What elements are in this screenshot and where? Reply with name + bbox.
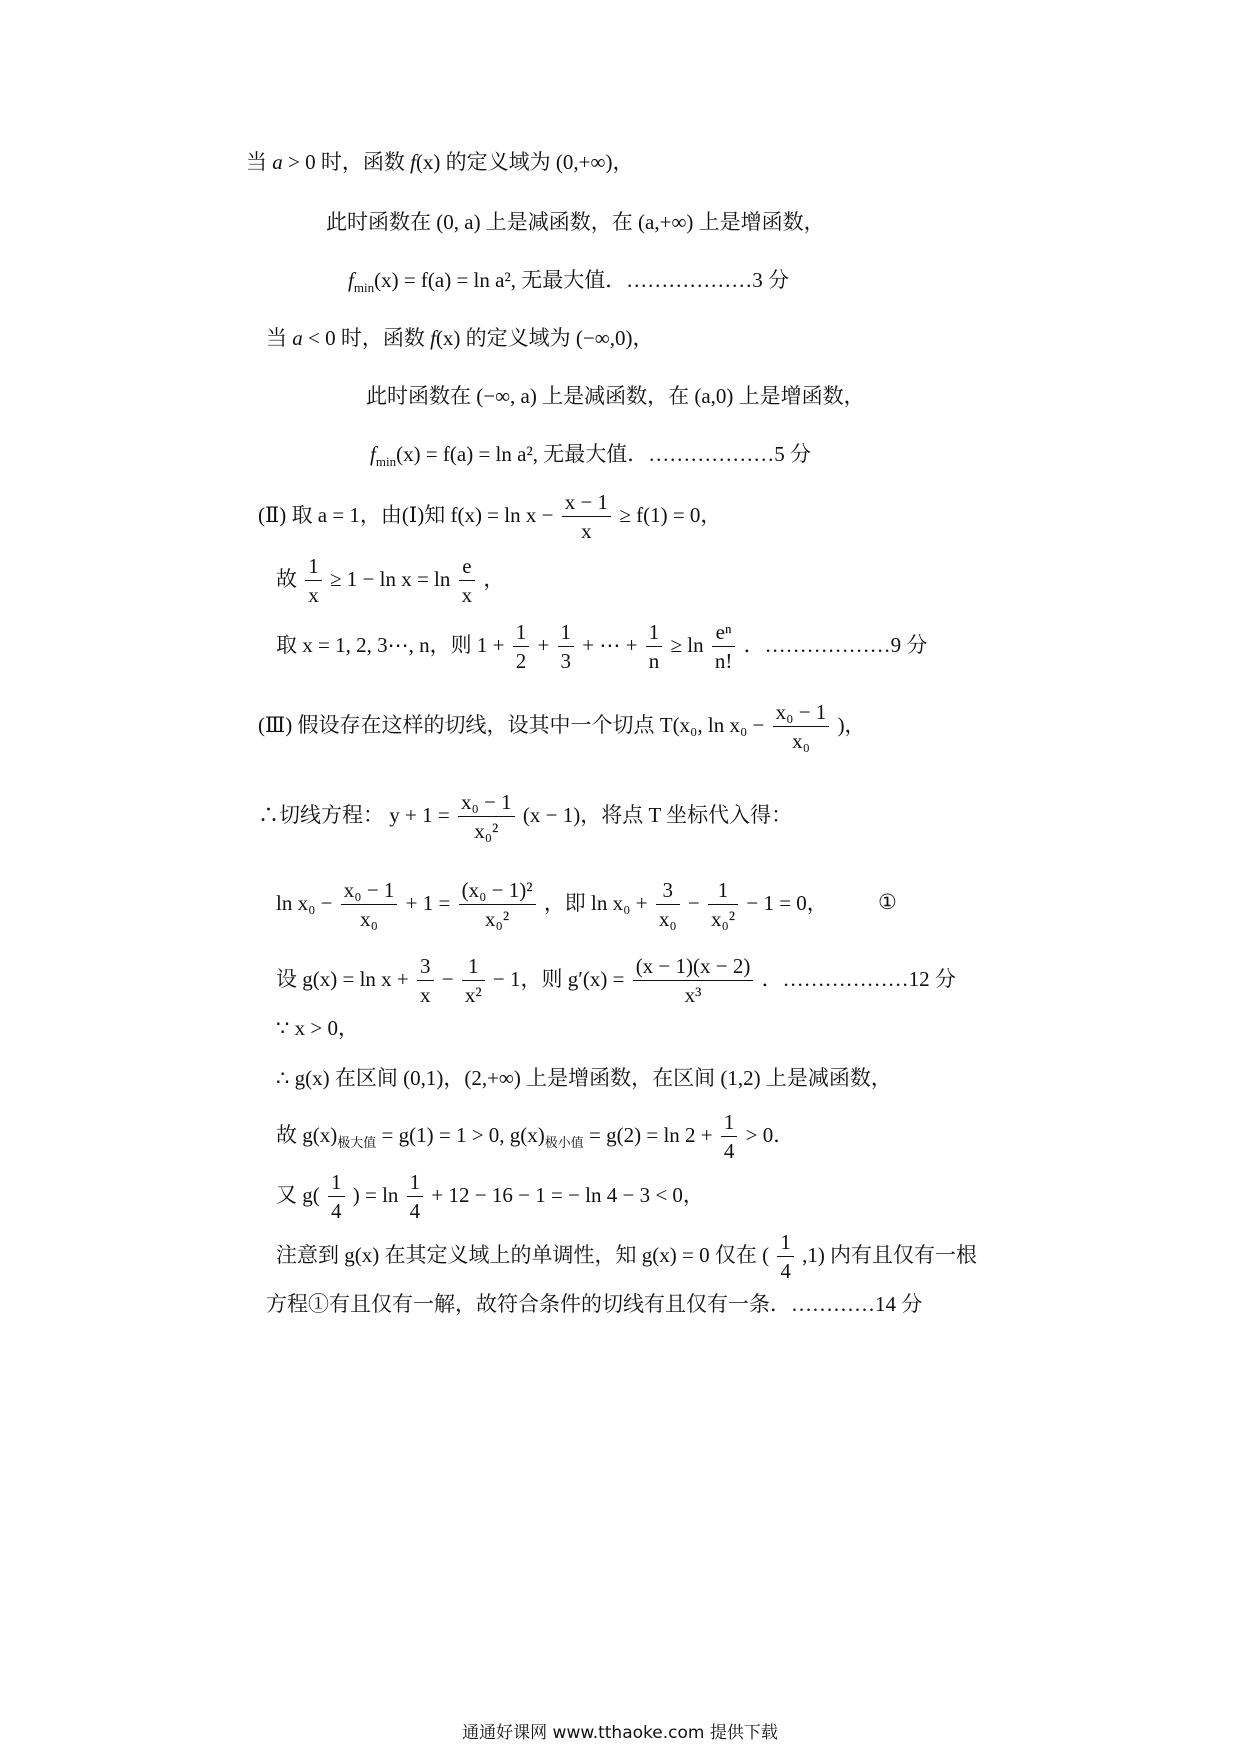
numerator: x₀ − 1: [773, 702, 830, 727]
numerator: 1: [328, 1172, 345, 1197]
equation-marker: [878, 892, 897, 913]
text-segment: ) = ln: [352, 1182, 399, 1207]
text-segment: ≥ 1 − ln x = ln: [330, 566, 451, 591]
text-segment: 取 x = 1, 2, 3⋯, n，则 1 +: [276, 632, 505, 657]
text-segment: 注意到 g(x) 在其定义域上的单调性，知 g(x) = 0 仅在 (: [276, 1242, 770, 1267]
numerator: 1: [407, 1172, 424, 1197]
numerator: x − 1: [562, 492, 611, 517]
text-line-16: [276, 1112, 794, 1162]
numerator: 1: [708, 880, 738, 905]
text-segment: > 0．: [745, 1122, 795, 1147]
text-line-17: [276, 1172, 704, 1222]
text-segment: ，: [483, 566, 505, 591]
text-segment: (x) = f(a) = ln a², 无最大值．………………5 分: [396, 442, 812, 466]
denominator: x²: [464, 983, 482, 1007]
denominator: x³: [684, 983, 702, 1007]
text-line-12: [276, 880, 828, 930]
text-segment: ln x₀ −: [276, 890, 333, 915]
text-segment: (x) = f(a) = ln a², 无最大值．………………3 分: [374, 268, 790, 292]
denominator: x₀: [792, 729, 810, 753]
denominator: x: [420, 983, 431, 1007]
subscript: min: [375, 454, 397, 470]
text-segment: ．………………12 分: [761, 966, 956, 991]
denominator: n!: [714, 649, 733, 673]
operator: + ⋯ +: [582, 632, 638, 657]
fraction: [341, 880, 398, 930]
text-line-13: [276, 956, 956, 1006]
text-segment: ∴ g(x) 在区间 (0,1)，(2,+∞) 上是增函数，在区间 (1,2) 上是减函数，: [276, 1066, 892, 1090]
text-line-10: [258, 702, 866, 752]
text-line-18: [276, 1232, 977, 1282]
math-symbol: f: [430, 326, 436, 350]
denominator: x: [581, 519, 592, 543]
fraction: [417, 956, 434, 1006]
text-line-5: [366, 386, 865, 407]
text-segment: < 0 时，函数: [302, 326, 431, 350]
text-line-11: [258, 792, 792, 842]
denominator: 4: [780, 1259, 791, 1283]
text-segment: 故: [276, 566, 297, 591]
fraction: [656, 880, 680, 930]
math-symbol: a: [272, 150, 283, 174]
text-segment: 设 g(x) = ln x +: [276, 966, 409, 991]
text-segment: 又 g(: [276, 1182, 320, 1207]
text-segment: (x − 1)，将点 T 坐标代入得：: [522, 802, 793, 827]
math-symbol: f: [410, 150, 416, 174]
text-segment: + 1 =: [405, 890, 451, 915]
subscript: min: [353, 280, 375, 296]
text-segment: ∵ x > 0，: [276, 1016, 359, 1040]
numerator: 1: [721, 1112, 738, 1137]
text-segment: 此时函数在 (0, a) 上是减函数，在 (a,+∞) 上是增函数，: [326, 210, 825, 234]
operator: ≥ ln: [670, 632, 704, 657]
fraction: [459, 880, 536, 930]
text-segment: −: [441, 966, 454, 991]
denominator: x₀²: [485, 907, 510, 931]
numerator: 1: [513, 622, 530, 647]
denominator: x₀: [658, 907, 677, 931]
denominator: 2: [515, 649, 527, 673]
fraction: [462, 956, 485, 1006]
fraction: [407, 1172, 424, 1222]
text-segment: )，: [837, 712, 866, 737]
text-segment: 当: [246, 150, 273, 174]
text-line-1: [246, 152, 633, 173]
text-line-2: [326, 212, 825, 233]
numerator: eⁿ: [712, 622, 736, 647]
fraction: [633, 956, 754, 1006]
text-segment: − 1 = 0，: [746, 890, 828, 915]
operator: +: [537, 632, 550, 657]
text-segment: (Ⅱ) 取 a = 1，由(Ⅰ)知 f(x) = ln x −: [258, 502, 554, 527]
text-line-3: [348, 270, 789, 294]
circled-number: ①: [878, 890, 897, 914]
fraction: [646, 622, 663, 672]
fraction: [558, 622, 575, 672]
text-segment: ≥ f(1) = 0，: [619, 502, 722, 527]
numerator: x₀ − 1: [458, 792, 515, 817]
text-line-4: [266, 328, 653, 349]
numerator: 3: [656, 880, 680, 905]
fraction: [562, 492, 611, 542]
numerator: 1: [462, 956, 485, 981]
fraction: [777, 1232, 794, 1282]
text-segment: = g(1) = 1 > 0, g(x): [376, 1122, 545, 1147]
denominator: 4: [331, 1199, 342, 1223]
text-line-8: [276, 556, 504, 606]
fraction: [773, 702, 830, 752]
fraction: [458, 792, 515, 842]
numerator: x₀ − 1: [341, 880, 398, 905]
text-segment: −: [687, 890, 700, 915]
math-symbol: f: [348, 268, 354, 292]
math-symbol: f: [370, 442, 376, 466]
numerator: 3: [417, 956, 434, 981]
denominator: x₀: [360, 907, 378, 931]
text-segment: − 1，则 g′(x) =: [492, 966, 625, 991]
text-segment: 此时函数在 (−∞, a) 上是减函数，在 (a,0) 上是增函数，: [366, 384, 865, 408]
numerator: (x₀ − 1)²: [459, 880, 536, 905]
denominator: 4: [409, 1199, 421, 1223]
denominator: n: [648, 649, 660, 673]
text-line-19: [266, 1294, 922, 1315]
fraction: [459, 556, 476, 606]
numerator: (x − 1)(x − 2): [633, 956, 754, 981]
page-footer: 通通好课网 www.tthaoke.com 提供下载: [462, 1723, 778, 1743]
fraction: [328, 1172, 345, 1222]
text-segment: ∴切线方程： y + 1 =: [258, 802, 450, 827]
numerator: 1: [646, 622, 663, 647]
text-segment: = g(2) = ln 2 +: [583, 1122, 713, 1147]
text-line-15: [276, 1068, 892, 1089]
text-segment: ,1) 内有且仅有一根: [802, 1242, 978, 1267]
text-line-7: [258, 492, 721, 542]
fraction: [721, 1112, 738, 1162]
fraction: [712, 622, 736, 672]
numerator: e: [459, 556, 476, 581]
numerator: 1: [777, 1232, 794, 1257]
subscript: 极小值: [544, 1135, 584, 1150]
text-segment: 当: [266, 326, 293, 350]
text-line-9: [276, 622, 927, 672]
numerator: 1: [305, 556, 322, 581]
denominator: x: [461, 583, 473, 607]
numerator: 1: [558, 622, 575, 647]
text-line-14: [276, 1018, 359, 1039]
text-segment: ，即 ln x₀ +: [543, 890, 648, 915]
text-segment: + 12 − 16 − 1 = − ln 4 − 3 < 0，: [431, 1182, 704, 1207]
fraction: [708, 880, 738, 930]
denominator: 3: [560, 649, 572, 673]
score-note: ．………………9 分: [743, 632, 928, 657]
math-symbol: a: [292, 326, 303, 350]
text-line-6: [370, 444, 811, 468]
text-segment: (x) 的定义域为 (−∞,0)，: [435, 326, 654, 350]
denominator: 4: [723, 1139, 735, 1163]
subscript: 极大值: [337, 1135, 377, 1150]
text-segment: 方程①有且仅有一解，故符合条件的切线有且仅有一条．…………14 分: [266, 1292, 923, 1316]
denominator: x: [308, 583, 319, 607]
text-segment: 故 g(x): [276, 1122, 338, 1147]
text-segment: (Ⅲ) 假设存在这样的切线，设其中一个切点 T(x₀, ln x₀ −: [258, 712, 765, 737]
text-segment: > 0 时，函数: [282, 150, 411, 174]
denominator: x₀²: [710, 907, 736, 931]
text-segment: (x) 的定义域为 (0,+∞)，: [415, 150, 634, 174]
denominator: x₀²: [474, 819, 499, 843]
fraction: [513, 622, 530, 672]
fraction: [305, 556, 322, 606]
